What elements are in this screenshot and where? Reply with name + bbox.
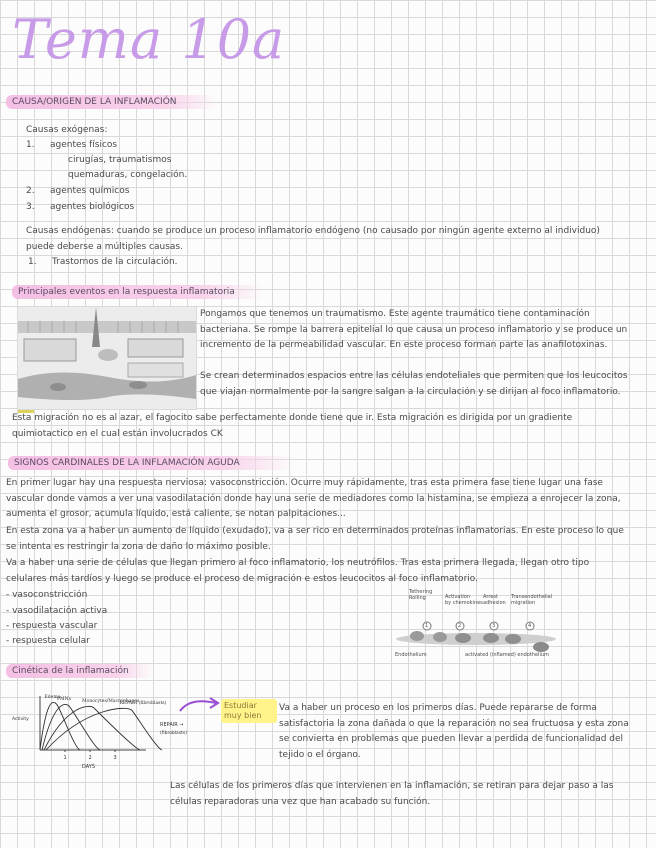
signos-list-item: - respuesta celular xyxy=(6,636,90,646)
signos-list-item: - vasodilatación activa xyxy=(6,606,108,616)
arrow-icon xyxy=(178,693,224,715)
x-tick-label: 1 xyxy=(63,755,67,761)
section-heading-eventos: Principales eventos en la respuesta inflamatoria xyxy=(12,285,264,299)
migration-figure xyxy=(395,589,557,659)
cinetica-p1: Va a haber un proceso en los primeros días. Puede repararse de forma satisfactoria la zona dañada o que la reparación no sea fructuosa y esta zona se convierta en problemas que pueden llevar a perdida de funcionalidad del tejido o el órgano. xyxy=(279,703,629,760)
sub-item: cirugías, traumatismos xyxy=(68,155,172,165)
list-item: agentes químicos xyxy=(50,186,130,196)
series-line-3 xyxy=(44,706,140,750)
study-note-highlight: Estudiar muy bien xyxy=(221,699,277,723)
signos-p2: En esta zona va a haber un aumento de líquido (exudado), va a ser rico en determinados proteínas inflamatorias. En este proceso lo que se intenta es restringir la zona de daño lo máximo posible. xyxy=(6,526,624,552)
signos-list-item: - respuesta vascular xyxy=(6,621,98,631)
step-number: 2 xyxy=(458,623,462,629)
inflammation-figure xyxy=(17,306,197,410)
eventos-p1: Pongamos que tenemos un traumatismo. Este agente traumático tiene contaminación bacteriana. Se rompe la barrera epitelial lo que causa un proceso inflamatorio y se produce un incremento de la permeabilidad vascular. En este proceso forman parte las anafilotoxinas. xyxy=(200,309,628,350)
stage-label: Arrest adhesion xyxy=(483,594,506,606)
exogenas-title: Causas exógenas: xyxy=(26,125,108,135)
x-axis-label: DAYS xyxy=(82,764,96,770)
series-label: Monocytes/Macrophages xyxy=(82,699,140,704)
repair-label: REPAIR → xyxy=(160,722,184,728)
list-item: agentes físicos xyxy=(50,140,118,150)
tissue-diagram xyxy=(18,307,196,409)
list-item-num: 1. xyxy=(26,140,35,150)
endothelium-label: Endothelium xyxy=(395,652,427,658)
repair-sub-label: (fibroblasts) xyxy=(160,731,188,736)
stage-label: Transendothelial migration xyxy=(511,594,553,606)
series-label: REPAIR (fibroblasts) xyxy=(119,701,167,706)
list-item-num: 2. xyxy=(26,186,35,196)
section-heading-signos: SIGNOS CARDINALES DE LA INFLAMACIÓN AGUDA xyxy=(8,456,295,470)
list-item-num: 1. xyxy=(28,257,37,267)
stage-label: Tethering Rolling xyxy=(409,589,433,601)
sub-item: quemaduras, congelación. xyxy=(68,170,188,180)
series-label: Edema xyxy=(44,695,61,700)
signos-p1: En primer lugar hay una respuesta nerviosa: vasoconstricción. Ocurre muy rápidamente, tras esta primera fase tiene lugar una fase vascular donde vamos a ver una vasodilatación donde hay una serie de mediadores como la histamina, se empieza a enrojecer la zona, aumenta el grosor, acumula líquido, está caliente, se notan palpitaciones... xyxy=(6,478,621,519)
list-item: agentes biológicos xyxy=(50,202,135,212)
series-label: PMNs xyxy=(57,697,71,702)
list-item-num: 3. xyxy=(26,202,35,212)
series-line-4 xyxy=(46,708,162,750)
section-heading-cinetica: Cinética de la inflamación xyxy=(6,664,153,678)
eventos-p2: Se crean determinados espacios entre las células endoteliales que permiten que los leucocitos que viajan normalmente por la sangre salgan a la circulación y se dirijan al foco inflamatorio. xyxy=(200,371,628,397)
section-heading-causa: CAUSA/ORIGEN DE LA INFLAMACIÓN xyxy=(6,95,218,109)
stage-label: Activation by chemokines xyxy=(445,594,483,606)
cinetica-p2: Las células de los primeros días que intervienen en la inflamación, se retiran para dejar paso a las células reparadoras una vez que han acabado su función. xyxy=(170,781,614,807)
activated-endothelium-label: activated (inflamed) endothelium xyxy=(465,652,549,658)
step-number: 1 xyxy=(425,623,429,629)
signos-p3: Va a haber una serie de células que llegan primero al foco inflamatorio, los neutrófilos. Tras esta primera llegada, llegan otro tipo celulares más tardíos y luego se produce el proceso de migración e estos leucocitos al foco inflamatorio. xyxy=(6,558,590,584)
page-title: Tema 10a xyxy=(12,8,286,71)
x-tick-label: 3 xyxy=(113,755,117,761)
x-tick-label: 2 xyxy=(88,755,92,761)
y-axis-label: Activity xyxy=(12,717,29,722)
list-item: Trastornos de la circulación. xyxy=(52,257,178,267)
step-number: 3 xyxy=(492,623,496,629)
eventos-p3: Esta migración no es al azar, el fagocito sabe perfectamente donde tiene que ir. Esta migración es dirigida por un gradiente quimiotactico en el cual están involucrados CK xyxy=(12,413,573,439)
series-line-2 xyxy=(42,704,100,750)
signos-list-item: - vasoconstricción xyxy=(6,590,88,600)
step-number: 4 xyxy=(528,623,532,629)
endogenas-text: Causas endógenas: cuando se produce un proceso inflamatorio endógeno (no causado por ningún agente externo al individuo) puede deberse a múltiples causas. xyxy=(26,226,600,252)
